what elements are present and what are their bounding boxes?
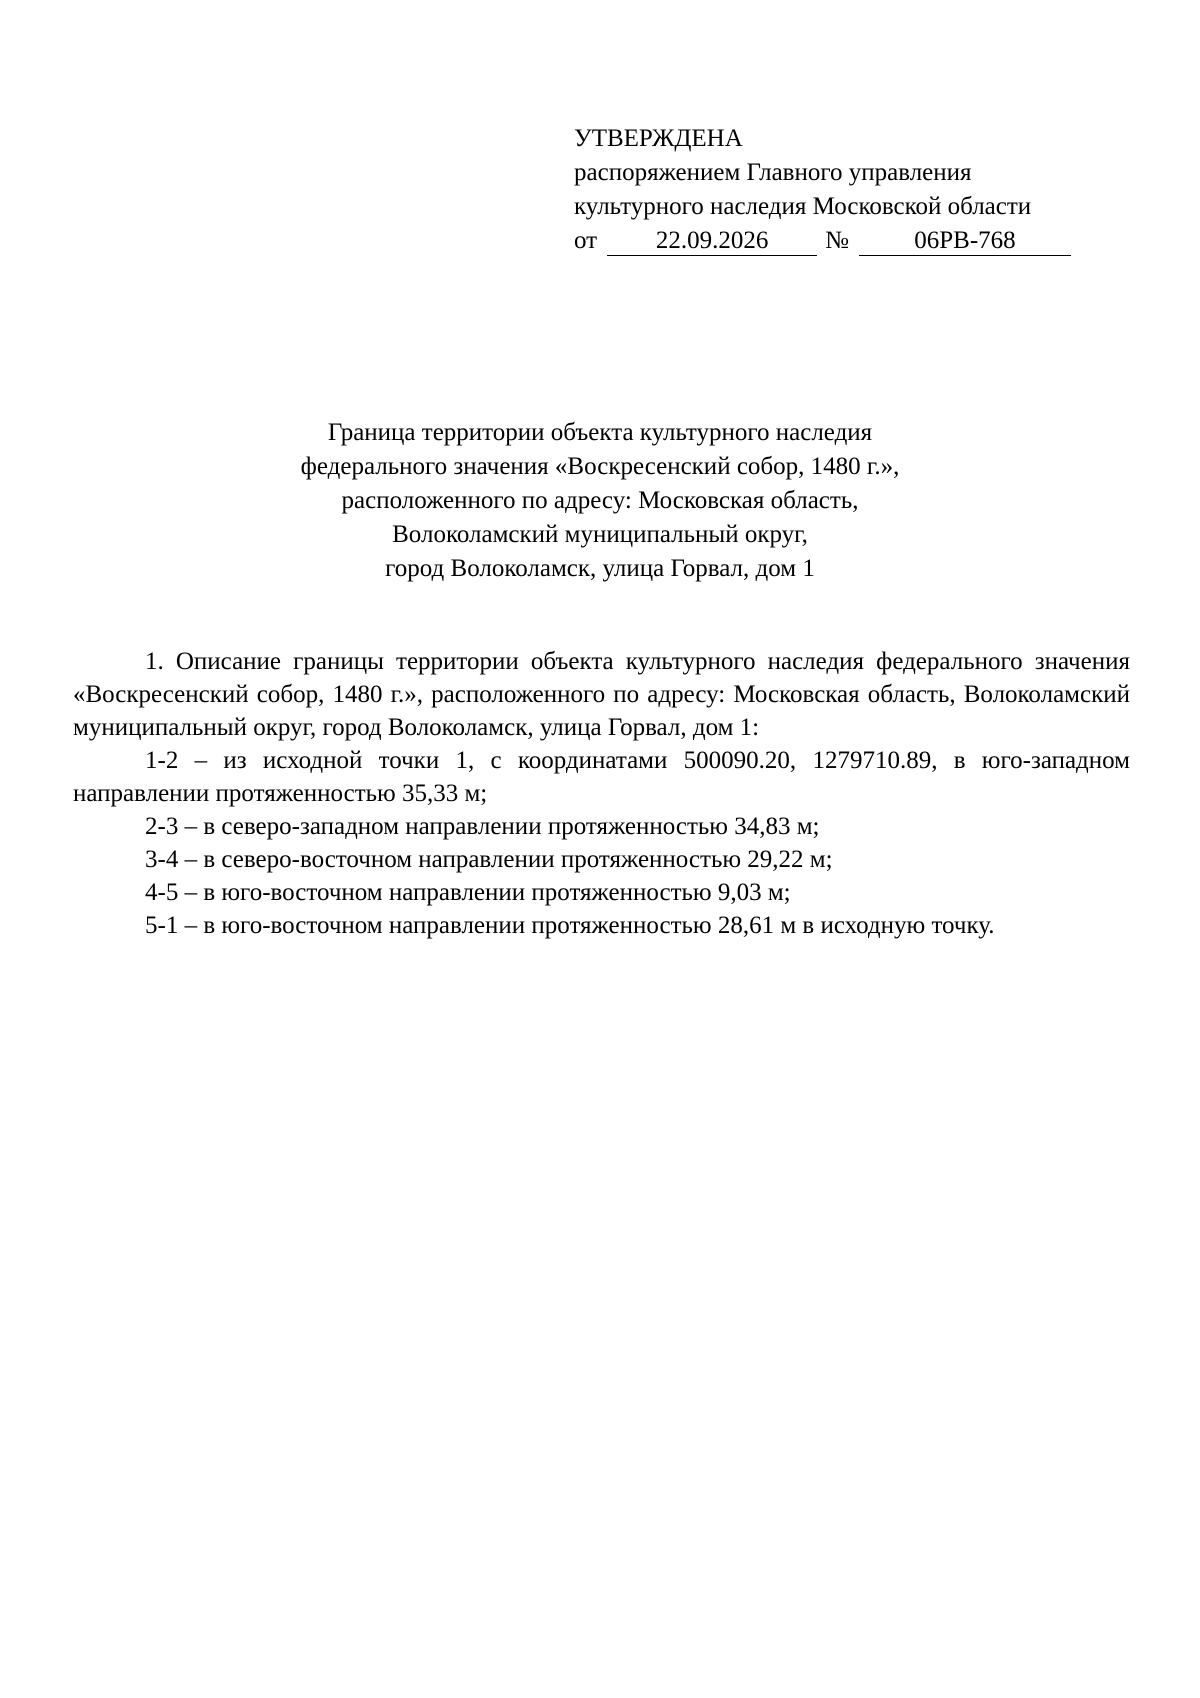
approval-line-1: распоряжением Главного управления [574, 159, 972, 186]
approval-line-2: культурного наследия Московской области [574, 193, 1032, 220]
segment-item: 4-5 – в юго-восточном направлении протяженностью 9,03 м; [145, 879, 791, 906]
segment-item: 1-2 – из исходной точки 1, с координатами 500090.20, 1279710.89, в юго-западном направлении протяженностью 35,33 м; [73, 747, 1130, 807]
title-line: Волоколамский муниципальный округ, [392, 521, 808, 548]
title-line: Граница территории объекта культурного наследия [327, 419, 873, 446]
segment-item: 3-4 – в северо-восточном направлении протяженностью 29,22 м; [145, 846, 833, 873]
approval-date-line [574, 224, 1134, 258]
segment-item: 2-3 – в северо-западном направлении протяженностью 34,83 м; [145, 813, 820, 840]
approval-number: 06РВ-768 [859, 227, 1071, 256]
approval-heading: УТВЕРЖДЕНА [574, 125, 743, 152]
approval-stamp-block [574, 122, 1134, 258]
approval-date: 22.09.2026 [607, 227, 817, 256]
boundary-description [73, 645, 1130, 942]
document-title [150, 416, 1050, 586]
title-line: федерального значения «Воскресенский собор, 1480 г.», [300, 453, 900, 480]
title-line: расположенного по адресу: Московская область, [341, 487, 859, 514]
segment-item: 5-1 – в юго-восточном направлении протяженностью 28,61 м в исходную точку. [145, 912, 995, 939]
intro-paragraph: 1. Описание границы территории объекта культурного наследия федерального значения «Воскресенский собор, 1480 г.», расположенного по адресу: Московская область, Волоколамский муниципальный округ, город Волоколамск, улица Горвал, дом 1: [73, 648, 1130, 741]
approval-number-label: № [825, 227, 849, 254]
approval-from-label: от [574, 227, 598, 254]
title-line: город Волоколамск, улица Горвал, дом 1 [385, 555, 815, 582]
